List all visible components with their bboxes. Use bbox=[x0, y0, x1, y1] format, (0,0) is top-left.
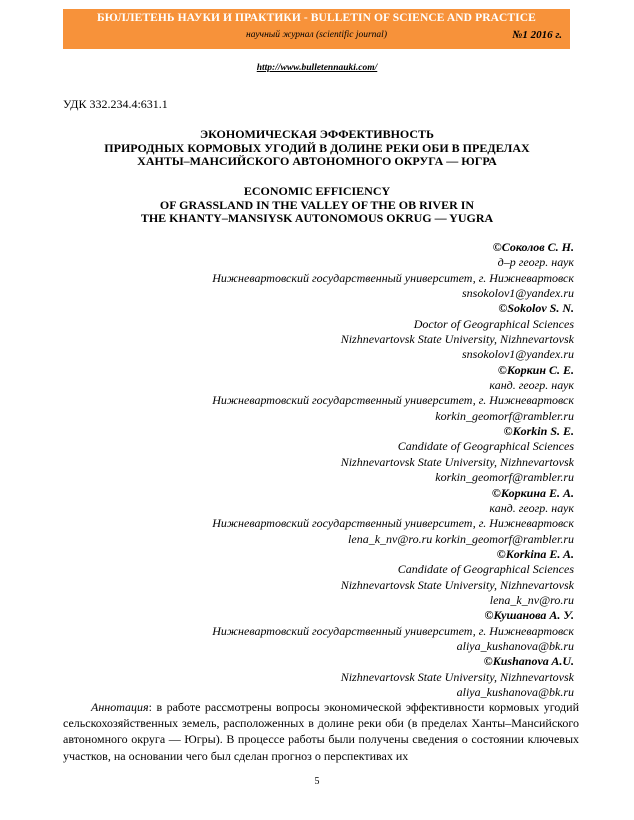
author-name: ©Korkina E. A. bbox=[496, 546, 574, 561]
author-name: ©Korkin S. E. bbox=[503, 424, 574, 439]
author-block bbox=[54, 486, 574, 547]
author-affiliation: Nizhnevartovsk State University, Nizhnevartovsk bbox=[340, 332, 574, 347]
author-degree: канд. геогр. наук bbox=[489, 500, 574, 515]
author-affiliation: Нижневартовский государственный университет, г. Нижневартовск bbox=[212, 623, 574, 638]
author-affiliation: Нижневартовский государственный университет, г. Нижневартовск bbox=[212, 393, 574, 408]
journal-header-banner bbox=[63, 9, 570, 49]
title-en-line: OF GRASSLAND IN THE VALLEY OF THE OB RIVER IN bbox=[159, 197, 475, 212]
udk-code: УДК 332.234.4:631.1 bbox=[63, 97, 168, 111]
author-affiliation: Nizhnevartovsk State University, Nizhnevartovsk bbox=[340, 454, 574, 469]
author-email[interactable]: snsokolov1@yandex.ru bbox=[461, 347, 574, 362]
author-affiliation: Nizhnevartovsk State University, Nizhnevartovsk bbox=[340, 577, 574, 592]
issue-number: №1 2016 г. bbox=[512, 29, 562, 41]
author-email[interactable]: lena_k_nv@ro.ru bbox=[489, 592, 574, 607]
author-email[interactable]: aliya_kushanova@bk.ru bbox=[456, 638, 574, 653]
author-email[interactable]: korkin_geomorf@rambler.ru bbox=[435, 470, 574, 485]
author-affiliation: Nizhnevartovsk State University, Nizhnevartovsk bbox=[340, 669, 574, 684]
author-block bbox=[54, 363, 574, 424]
article-title-ru bbox=[60, 128, 574, 169]
author-degree: Candidate of Geographical Sciences bbox=[397, 439, 574, 454]
author-degree: канд. геогр. наук bbox=[489, 378, 574, 393]
title-ru-line: ЭКОНОМИЧЕСКАЯ ЭФФЕКТИВНОСТЬ bbox=[200, 127, 434, 141]
abstract-text: : в работе рассмотрены вопросы экономической эффективности кормовых угодий сельскохозяйственных земель, расположенных в долине реки оби (в пределах Ханты–Мансийского автономного округа — Югры). В процессе работы были получены сведения о состоянии ключевых участков, на основании чего был сделан прогноз о перспективах их bbox=[63, 700, 579, 763]
author-degree: Doctor of Geographical Sciences bbox=[413, 316, 574, 331]
journal-subtitle: научный журнал (scientific journal) bbox=[246, 30, 387, 40]
abstract-paragraph bbox=[63, 699, 579, 764]
author-block bbox=[54, 654, 574, 700]
author-block bbox=[54, 547, 574, 608]
title-ru-line: ПРИРОДНЫХ КОРМОВЫХ УГОДИЙ В ДОЛИНЕ РЕКИ ОБИ В ПРЕДЕЛАХ bbox=[104, 140, 530, 155]
abstract-label: Аннотация bbox=[91, 700, 149, 714]
author-name: ©Kushanova A.U. bbox=[483, 654, 574, 669]
title-en-line: ECONOMIC EFFICIENCY bbox=[243, 184, 391, 198]
journal-url-link[interactable]: http://www.bulletennauki.com/ bbox=[256, 63, 378, 73]
author-block bbox=[54, 424, 574, 485]
author-email[interactable]: korkin_geomorf@rambler.ru bbox=[435, 408, 574, 423]
author-email[interactable]: lena_k_nv@ro.ru korkin_geomorf@rambler.ru bbox=[348, 531, 574, 546]
title-en-line: THE KHANTY–MANSIYSK AUTONOMOUS OKRUG — YUGRA bbox=[140, 211, 494, 225]
author-name: ©Коркина Е. А. bbox=[491, 485, 574, 500]
author-block bbox=[54, 608, 574, 654]
author-name: ©Sokolov S. N. bbox=[498, 301, 574, 316]
author-degree: д–р геогр. наук bbox=[497, 255, 574, 270]
author-name: ©Коркин С. Е. bbox=[497, 362, 574, 377]
author-email[interactable]: snsokolov1@yandex.ru bbox=[461, 286, 574, 301]
author-affiliation: Нижневартовский государственный университет, г. Нижневартовск bbox=[212, 516, 574, 531]
journal-title: БЮЛЛЕТЕНЬ НАУКИ И ПРАКТИКИ - BULLETIN OF SCIENCE AND PRACTICE bbox=[97, 12, 536, 24]
article-title-en bbox=[60, 185, 574, 226]
title-ru-line: ХАНТЫ–МАНСИЙСКОГО АВТОНОМНОГО ОКРУГА — ЮГРА bbox=[137, 154, 497, 168]
author-affiliation: Нижневартовский государственный университет, г. Нижневартовск bbox=[212, 270, 574, 285]
author-degree: Candidate of Geographical Sciences bbox=[397, 562, 574, 577]
author-block bbox=[54, 240, 574, 301]
author-block bbox=[54, 301, 574, 362]
author-name: ©Кушанова А. У. bbox=[484, 608, 574, 623]
author-list bbox=[54, 240, 574, 700]
page-number: 5 bbox=[314, 776, 320, 787]
author-name: ©Соколов С. Н. bbox=[492, 240, 574, 254]
author-email[interactable]: aliya_kushanova@bk.ru bbox=[456, 684, 574, 699]
